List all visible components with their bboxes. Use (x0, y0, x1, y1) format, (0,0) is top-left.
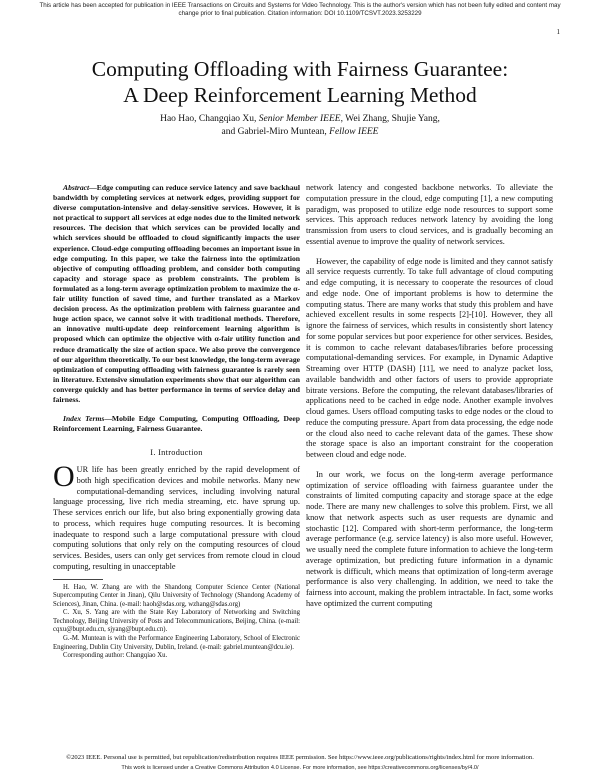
right-column (306, 183, 553, 619)
title-line-2: A Deep Reinforcement Learning Method (123, 83, 477, 107)
publication-notice: This article has been accepted for publication in IEEE Transactions on Circuits and Systems for Video Technology. This is the author's version which has not been fully edited and content may change prior to final publication. Citation information: DOI 10.1109/TCSVT.2023.3253229 (39, 2, 561, 17)
copyright-notice: ©2023 IEEE. Personal use is permitted, but republication/redistribution requires IEEE permission. See https://www.ieee.org/publications/rights/index.html for more information. (66, 754, 534, 761)
index-terms-label: Index Terms (63, 414, 105, 424)
license-notice: This work is licensed under a Creative Commons Attribution 4.0 License. For more information, see https://creativecommons.org/licenses/by/4.0/ (121, 765, 479, 771)
author-list (0, 113, 600, 138)
abstract-text: —Edge computing can reduce service latency and save backhaul bandwidth by completing services at network edges, providing support for diverse computation-intensive and delay-sensitive services. However, it is not practical to support all services at edge nodes due to the limited network resources. The decision that which services can be provided locally and which services should be offloaded to cloud significantly impacts the user experience. Cloud-edge computing offloading becomes an important issue in edge computing. In this paper, we take the fairness into the optimization objective of computing offloading problem, and consider both computing capacity and storage space as problem constraints. The problem is formulated as a long-term average optimization problem to maximize the α-fair utility function of saved time, and further translated as a Markov decision process. As the optimization problem with fairness guarantee and huge action space, we cannot solve it with traditional methods. Therefore, an innovative multi-update deep reinforcement learning algorithm is proposed which can optimize the objective with α-fair utility function and reduce dramatically the size of action space. We also prove the convergence of our algorithm theoretically. To our best knowledge, the long-term average optimization of computing offloading with fairness guarantee is rarely seen in literature. Extensive simulation experiments show that our algorithm can converge quickly and has better performance in terms of service delay and fairness. (53, 183, 300, 404)
intro-paragraph-1-text: UR life has been greatly enriched by the rapid development of both high specification devices and mobile networks. Many new computational-demanding services, including involving natural language processing, live rich media streaming, etc. have sprung up. These services enrich our life, but also bring exponentially growing data to process, which requires huge computing resources. It is becoming inadequate to respond such a large computational pressure with cloud computing solutions that only rely on the computing resources of cloud services. Besides, users can only get services from remote cloud in cloud computing, resulting in unacceptable (53, 465, 300, 571)
drop-cap: O (53, 460, 75, 493)
paper-title (0, 56, 600, 108)
title-line-1: Computing Offloading with Fairness Guarantee: (91, 57, 509, 81)
footnote-affiliation-2: C. Xu, S. Yang are with the State Key Laboratory of Networking and Switching Technology, Beijing University of Posts and Telecommunications, Beijing, China. (e-mail: cqxu@bupt.edu.cn, sjyang@bupt.edu.cn). (53, 609, 300, 634)
right-paragraph-1: network latency and congested backbone networks. To alleviate the computation pressure in the cloud, edge computing [1], a new computing paradigm, was proposed to utilize edge node resources to support some services. This approach reduces network latency by avoiding the long transmission from users to cloud services, and is gradually becoming an essential avenue to improve the quality of network services. (306, 183, 553, 246)
left-column (53, 183, 300, 661)
section-heading-introduction: I. Introduction (150, 448, 203, 458)
footnote-affiliation-3: G.-M. Muntean is with the Performance Engineering Laboratory, School of Electronic Engineering, Dublin City University, Dublin, Ireland. (e-mail: gabriel.muntean@dcu.ie). (53, 635, 300, 651)
authors-line-2: and Gabriel-Miro Muntean, Fellow IEEE (221, 126, 379, 137)
footnote-affiliation-1: H. Hao, W. Zhang are with the Shandong Computer Science Center (National Supercomputing Center in Jinan), Qilu University of Technology (Shandong Academy of Sciences), Jinan, China. (e-mail: haoh@sdas.org, wzhang@sdas.org) (53, 583, 300, 608)
right-paragraph-3: In our work, we focus on the long-term average performance optimization of service offloading with fairness guarantee under the constraints of limited computing capacity and storage space at the edge node. There are many new challenges to solve this problem. First, we all know that network aspects such as user requests are dynamic and stochastic [12]. Compared with short-term performance, the long-term average performance (e.g. service latency) is also more useful. However, we usually need the complete future information to achieve the long-term average optimization, but predicting future information in a dynamic network is difficult, which means that optimization of long-term average performance is also very challenging. In addition, we need to take the fairness into account, making the problem intractable. In fact, some works have optimized the current computing (306, 469, 553, 608)
right-paragraph-2: However, the capability of edge node is limited and they cannot satisfy all service requests currently. To take full advantage of cloud computing and edge computing, it is necessary to cooperate the resources of cloud and edge node. One of important problems is how to determine the computing status. There are many works that study this problem and have achieved excellent results in some respects [2]-[10]. However, they all ignore the fairness of services, which results in consistently short latency for some popular services but poor experience for other services. Besides, it is common to cache relevant databases/libraries before processing computational-demanding services. For example, in Dynamic Adaptive Streaming over HTTP (DASH) [11], we need to analyze packet loss, available bandwidth and other factors of users to provide appropriate bitrate versions. Before the computing, the relevant databases/libraries of applications need to be cached in edge node. Another example involves cloud games. Users offload computing tasks to edge nodes or the cloud to reduce the computing pressure. Apart from data processing, the edge node or the cloud also need to cache relevant data of the games. These show the storage space is also an important constraint for the cooperation between cloud and edge node. (306, 256, 553, 459)
footnote-corresponding-author: Corresponding author: Changqiao Xu. (63, 652, 168, 660)
intro-paragraph-1 (53, 460, 300, 573)
abstract (53, 183, 300, 405)
authors-line-1: Hao Hao, Changqiao Xu, Senior Member IEEE, Wei Zhang, Shujie Yang, (160, 114, 440, 124)
abstract-label: Abstract (63, 183, 90, 192)
page-number: 1 (556, 28, 560, 36)
index-terms (53, 414, 300, 434)
index-terms-text: —Mobile Edge Computing, Computing Offloading, Deep Reinforcement Learning, Fairness Guarantee. (53, 414, 300, 434)
footnote-divider (53, 579, 103, 580)
